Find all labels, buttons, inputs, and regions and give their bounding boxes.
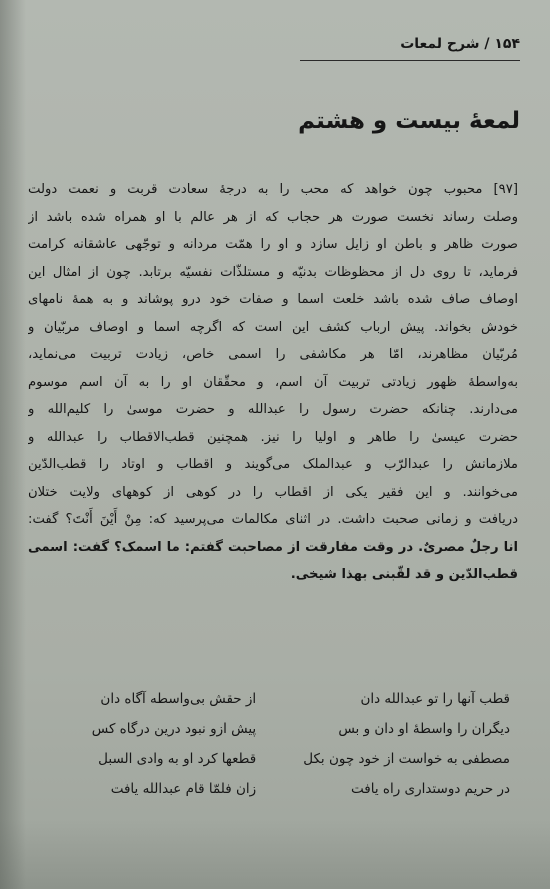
poem-couplet — [40, 774, 510, 804]
poem-hemistich: پیش ازو نبود درین درگاه کس — [91, 721, 257, 737]
paragraph-line: خودش بخواند. پیش ارباب کشف این است که اگرچه اسما و اوصاف مربّیان و — [28, 319, 518, 335]
paragraph-line: می‌دارند. چنانکه حضرت رسول را عبدالله و حضرت موسیٰ را کلیم‌الله و — [28, 402, 518, 417]
poem-hemistich: زان فلمّا قام عبدالله یافت — [110, 781, 257, 797]
page-bottom-shadow — [0, 819, 550, 889]
poem-hemistich: از حقش بی‌واسطه آگاه دان — [100, 691, 257, 707]
paragraph-line: ملازمانش را عبدالرّب و عبدالملک می‌گویند و اقطاب و اوتاد را قطب‌الدّین — [28, 457, 518, 472]
paragraph-line: فرماید، تا روی دل از محظوظات بدنیّه و مستلذّات نفسیّه برتابد. چون از امثال این — [28, 264, 518, 280]
paragraph-line: می‌خوانند. و این فقیر یکی از اقطاب را در کوهی از کوههای ولایت ختلان — [28, 484, 518, 500]
poem-block — [40, 684, 510, 804]
poem-hemistich: مصطفی به خواست از خود چون بکل — [303, 751, 510, 767]
running-header: ۱۵۴ / شرح لمعات — [300, 30, 520, 61]
paragraph-line: به‌واسطهٔ ظهور زیادتی تربیت آن اسم، و محقّقان او را به آن اسم موسوم — [28, 374, 518, 390]
poem-couplet — [40, 744, 510, 774]
paragraph-line: اوصاف صاف شده باشد خلعت اسما و صفات خود درو پوشاند و به همهٔ نامهای — [28, 292, 518, 307]
poem-hemistich: قطعها کرد او به وادی السبل — [98, 751, 257, 767]
paragraph-line: قطب‌الدّین و قد لقّبنی بهذا شیخی. — [290, 567, 518, 582]
poem-couplet — [40, 684, 510, 714]
paragraph-line: حضرت عیسیٰ را طاهر و اولیا را نیز. همچنین قطب‌الاقطاب را عبدالله و — [28, 429, 518, 445]
paragraph-line: وصلت رساند نخست صورت هر حجاب که از هر عالم با او همراه شده باشد از — [28, 209, 518, 225]
paragraph-line: مُربّیان مظاهرند، امّا هر مکاشفی را اسمی خاص، زیادت تربیت می‌نماید، — [28, 347, 518, 362]
paragraph-line: دریافت و زمانی صحبت داشت. در اثنای مکالمات می‌پرسید که: مِنْ أَیْنَ أَنْتَ؟ گفت: — [28, 512, 518, 527]
paragraph-line: صورت ظاهر و باطن او زایل سازد و او را همّت مردانه و توجّهی عاشقانه کرامت — [28, 237, 518, 252]
poem-hemistich: دیگران را واسطهٔ او دان و بس — [338, 721, 510, 737]
body-paragraph — [28, 176, 518, 589]
poem-hemistich: در حریم دوستداری راه یافت — [351, 781, 510, 797]
section-title: لمعهٔ بیست و هشتم — [298, 108, 520, 134]
paragraph-line: [۹۷] محبوب چون خواهد که محب را به درجهٔ سعادت قربت و نعمت دولت — [28, 182, 518, 197]
page-gutter-shadow — [0, 0, 26, 889]
poem-couplet — [40, 714, 510, 744]
paragraph-line: انا رجلٌ مصریٌ. در وقت مفارقت از مصاحبت گفتم: ما اسمک؟ گفت: اسمی — [28, 539, 518, 555]
poem-hemistich: قطب آنها را تو عبدالله دان — [360, 691, 510, 707]
